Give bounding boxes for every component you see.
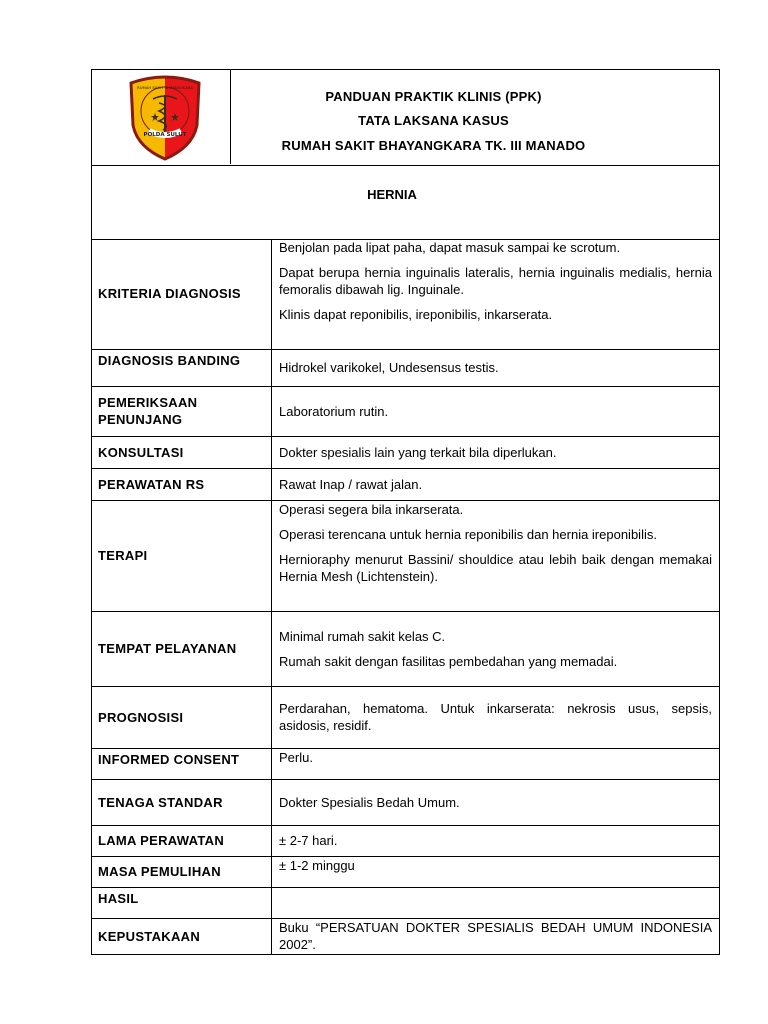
paragraph: ± 2-7 hari. bbox=[279, 833, 338, 848]
paragraph: Benjolan pada lipat paha, dapat masuk sampai ke scrotum. bbox=[279, 240, 621, 255]
hospital-emblem-icon bbox=[127, 73, 203, 161]
row-label: PROGNOSISI bbox=[92, 686, 272, 748]
table-row bbox=[92, 611, 719, 686]
row-value bbox=[272, 825, 720, 856]
row-label: TEMPAT PELAYANAN bbox=[92, 611, 272, 686]
table-row bbox=[92, 856, 719, 887]
row-label: HASIL bbox=[92, 887, 272, 918]
row-value bbox=[272, 856, 720, 887]
paragraph: Dokter spesialis lain yang terkait bila diperlukan. bbox=[279, 444, 557, 460]
row-value bbox=[272, 748, 720, 779]
table-row bbox=[92, 500, 719, 611]
table-row bbox=[92, 468, 719, 500]
row-label: LAMA PERAWATAN bbox=[92, 825, 272, 856]
row-value bbox=[272, 779, 720, 825]
row-value bbox=[272, 386, 720, 436]
paragraph: Perdarahan, hematoma. Untuk inkarserata: nekrosis usus, sepsis, asidosis, residif. bbox=[279, 701, 712, 733]
hospital-name: RUMAH SAKIT BHAYANGKARA TK. III MANADO bbox=[281, 138, 586, 153]
table-row bbox=[92, 686, 719, 748]
row-label: TENAGA STANDAR bbox=[92, 779, 272, 825]
paragraph: Rawat Inap / rawat jalan. bbox=[279, 476, 423, 492]
row-value bbox=[272, 500, 720, 611]
paragraph: ± 1-2 minggu bbox=[279, 857, 355, 873]
paragraph: Buku “PERSATUAN DOKTER SPESIALIS BEDAH UMUM INDONESIA 2002”. bbox=[279, 919, 712, 952]
paragraph: Operasi terencana untuk hernia reponibilis dan hernia ireponibilis. bbox=[279, 526, 657, 542]
paragraph: Dapat berupa hernia inguinalis lateralis, hernia inguinalis medialis, hernia femoralis dibawah lig. Inguinale. bbox=[279, 265, 712, 297]
ppk-table bbox=[92, 239, 719, 955]
row-label: KONSULTASI bbox=[92, 436, 272, 468]
row-value bbox=[272, 611, 720, 686]
row-label: DIAGNOSIS BANDING bbox=[92, 349, 272, 386]
row-value bbox=[272, 468, 720, 500]
paragraph: Hernioraphy menurut Bassini/ shouldice atau lebih baik dengan memakai Hernia Mesh (Lichtenstein). bbox=[279, 551, 712, 584]
svg-text:POLDA SULUT: POLDA SULUT bbox=[143, 132, 187, 138]
paragraph: Dokter Spesialis Bedah Umum. bbox=[279, 794, 460, 810]
paragraph: Klinis dapat reponibilis, ireponibilis, inkarserata. bbox=[279, 307, 553, 322]
row-label: KRITERIA DIAGNOSIS bbox=[92, 239, 272, 349]
row-label: PEMERIKSAAN PENUNJANG bbox=[92, 386, 272, 436]
paragraph: Operasi segera bila inkarserata. bbox=[279, 501, 464, 517]
svg-text:RUMAH SAKIT BHAYANGKARA: RUMAH SAKIT BHAYANGKARA bbox=[137, 85, 193, 90]
logo-cell bbox=[92, 70, 230, 165]
table-row bbox=[92, 436, 719, 468]
topic-row bbox=[92, 165, 719, 240]
document-subtitle: TATA LAKSANA KASUS bbox=[358, 113, 509, 128]
table-row bbox=[92, 887, 719, 918]
paragraph: Minimal rumah sakit kelas C. bbox=[279, 628, 446, 644]
table-row bbox=[92, 349, 719, 386]
paragraph: Laboratorium rutin. bbox=[279, 403, 389, 419]
topic-title: HERNIA bbox=[367, 187, 417, 202]
row-label: TERAPI bbox=[92, 500, 272, 611]
row-value bbox=[272, 918, 720, 955]
document-title: PANDUAN PRAKTIK KLINIS (PPK) bbox=[325, 89, 542, 104]
table-row bbox=[92, 748, 719, 779]
row-label: INFORMED CONSENT bbox=[92, 748, 272, 779]
paragraph: Hidrokel varikokel, Undesensus testis. bbox=[279, 360, 499, 375]
row-value bbox=[272, 349, 720, 386]
table-row bbox=[92, 825, 719, 856]
table-row bbox=[92, 918, 719, 955]
row-value bbox=[272, 887, 720, 918]
paragraph: Rumah sakit dengan fasilitas pembedahan yang memadai. bbox=[279, 653, 618, 669]
table-row bbox=[92, 386, 719, 436]
row-value bbox=[272, 686, 720, 748]
table-row bbox=[92, 779, 719, 825]
row-label: MASA PEMULIHAN bbox=[92, 856, 272, 887]
row-label: PERAWATAN RS bbox=[92, 468, 272, 500]
row-value bbox=[272, 239, 720, 349]
header-titles bbox=[231, 70, 719, 165]
paragraph: Perlu. bbox=[279, 749, 313, 765]
row-value bbox=[272, 436, 720, 468]
document-header bbox=[92, 70, 719, 166]
ppk-document bbox=[91, 69, 720, 955]
row-label: KEPUSTAKAAN bbox=[92, 918, 272, 955]
table-row bbox=[92, 239, 719, 349]
